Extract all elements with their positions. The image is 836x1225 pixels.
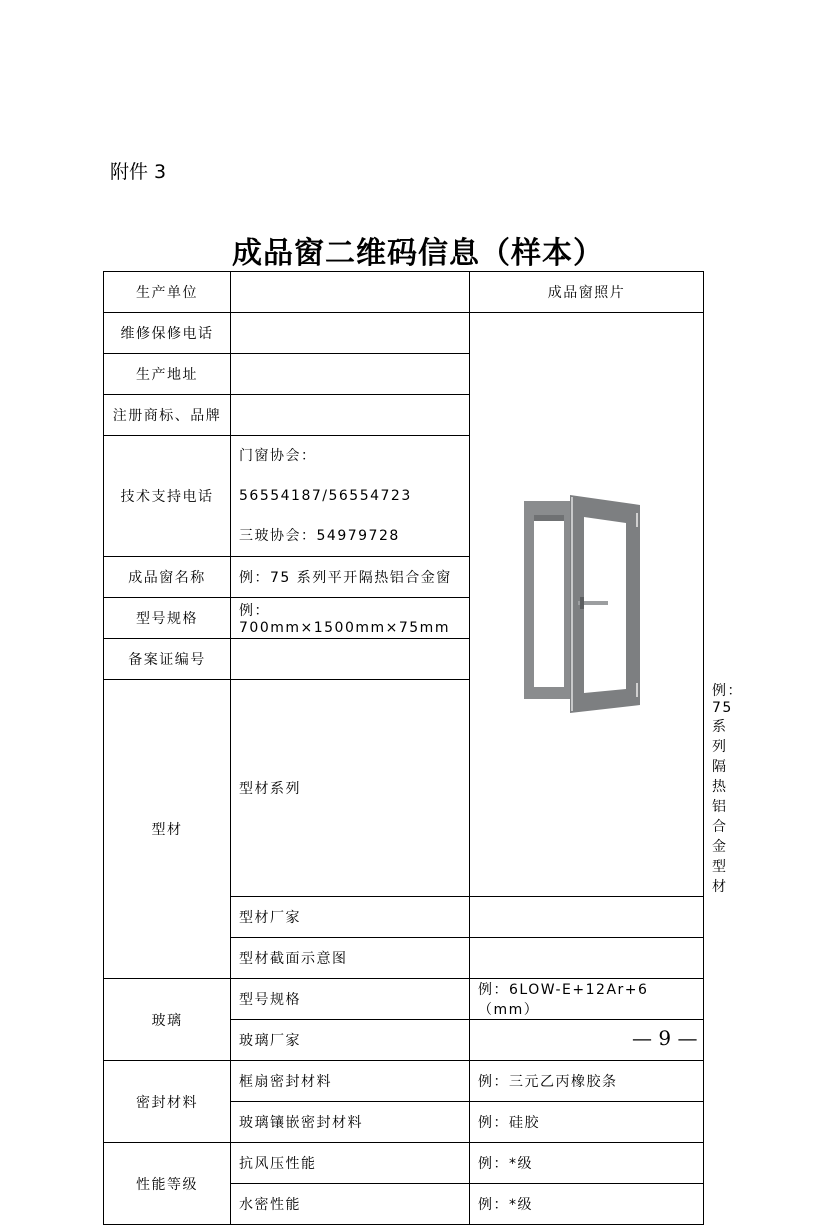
item-value: 例：*级 — [470, 1143, 704, 1184]
table-row — [104, 1143, 704, 1184]
item-name: 型材厂家 — [231, 897, 470, 938]
item-value: 例：6LOW-E+12Ar+6（mm） — [470, 979, 704, 1020]
row-label: 型号规格 — [104, 598, 231, 639]
item-value — [470, 938, 704, 979]
tech-support-line: 门窗协会：56554187/56554723 — [239, 448, 412, 504]
item-name: 型号规格 — [231, 979, 470, 1020]
group-label: 玻璃 — [104, 979, 231, 1061]
tech-support-line: 三玻协会：54979728 — [239, 528, 400, 544]
attachment-label: 附件 3 — [110, 161, 167, 183]
item-name: 型材系列 — [231, 680, 470, 897]
item-name: 水密性能 — [231, 1184, 470, 1225]
table-row — [104, 313, 704, 354]
group-label: 性能等级 — [104, 1143, 231, 1225]
row-value — [231, 313, 470, 354]
item-value: 例：三元乙丙橡胶条 — [470, 1061, 704, 1102]
item-value: 例：*级 — [470, 1184, 704, 1225]
window-photo-cell — [470, 313, 704, 897]
document-title: 成品窗二维码信息（样本） — [232, 236, 604, 271]
info-table — [103, 271, 743, 1225]
page-number: — 9 — — [632, 1026, 698, 1050]
row-value — [231, 395, 470, 436]
table-row: 型材 型材系列 例：75 系列隔热铝合金型材 — [104, 680, 704, 897]
photo-header: 成品窗照片 — [470, 272, 704, 313]
table-row — [104, 1061, 704, 1102]
window-photo — [522, 493, 652, 713]
row-label: 生产单位 — [104, 272, 231, 313]
row-value — [231, 354, 470, 395]
item-name: 型材截面示意图 — [231, 938, 470, 979]
item-name: 玻璃厂家 — [231, 1020, 470, 1061]
row-label: 生产地址 — [104, 354, 231, 395]
row-label: 技术支持电话 — [104, 436, 231, 557]
item-name: 玻璃镶嵌密封材料 — [231, 1102, 470, 1143]
row-label: 备案证编号 — [104, 639, 231, 680]
row-label: 注册商标、品牌 — [104, 395, 231, 436]
item-value — [470, 897, 704, 938]
item-value: 例：硅胶 — [470, 1102, 704, 1143]
row-value — [231, 272, 470, 313]
row-label: 成品窗名称 — [104, 557, 231, 598]
item-name: 框扇密封材料 — [231, 1061, 470, 1102]
row-value: 例：75 系列平开隔热铝合金窗 — [231, 557, 470, 598]
item-name: 抗风压性能 — [231, 1143, 470, 1184]
table-row — [104, 272, 704, 313]
group-label: 密封材料 — [104, 1061, 231, 1143]
table-row — [104, 979, 704, 1020]
row-value — [231, 639, 470, 680]
row-value: 例：700mm×1500mm×75mm — [231, 598, 470, 639]
group-label: 型材 — [104, 680, 231, 979]
tech-support-value — [231, 436, 470, 557]
row-label: 维修保修电话 — [104, 313, 231, 354]
